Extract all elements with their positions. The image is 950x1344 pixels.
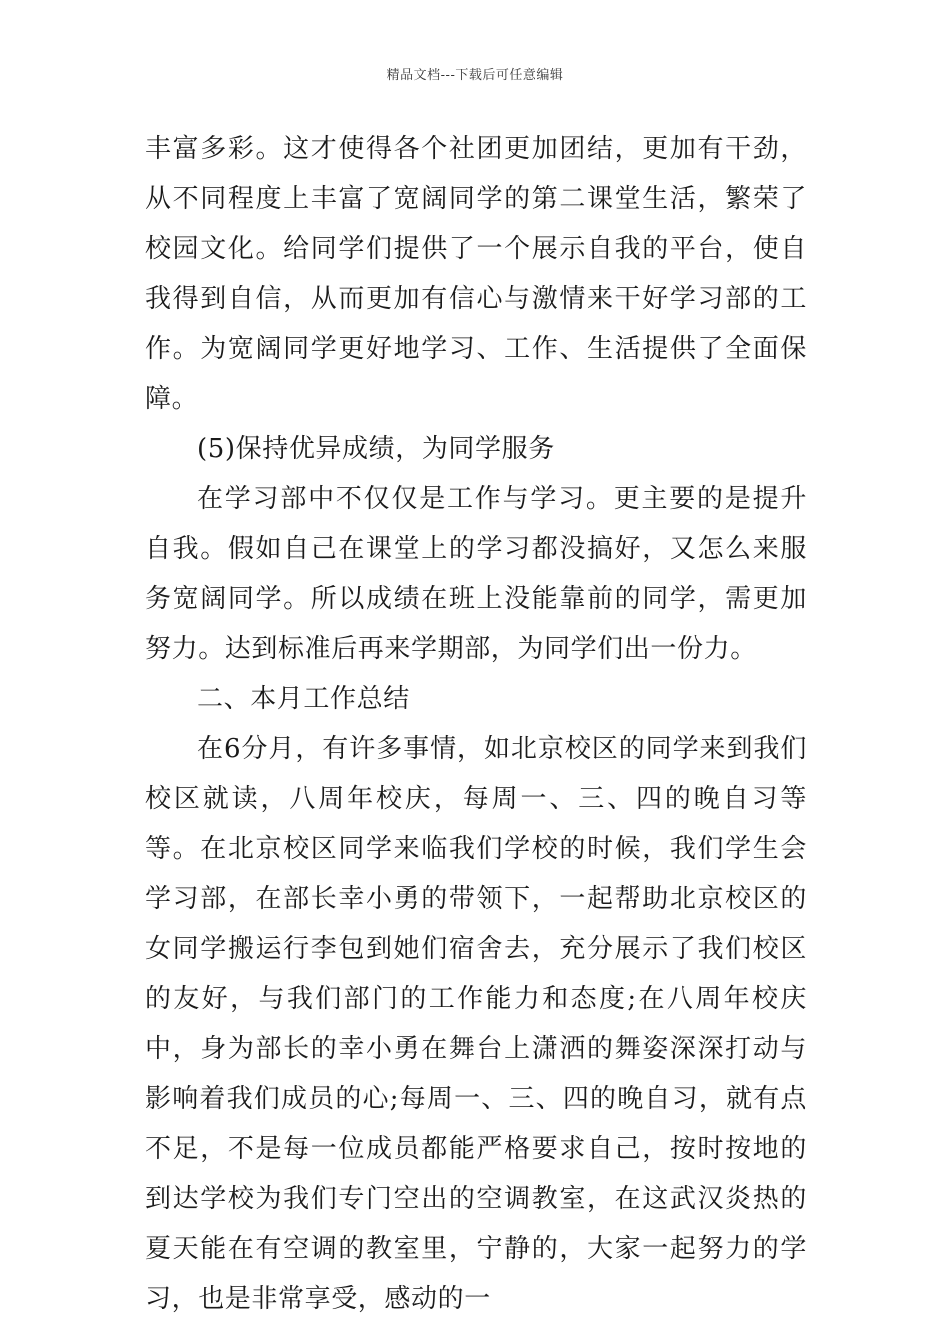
paragraph-heading-excellent-grades: (5)保持优异成绩，为同学服务 [197, 434, 555, 464]
paragraph-heading-monthly-summary: 二、本月工作总结 [197, 684, 410, 714]
document-body [145, 124, 807, 1324]
page-header: 精品文档---下载后可任意编辑 [386, 68, 564, 83]
paragraph-study-department: 在学习部中不仅仅是工作与学习。更主要的是提升自我。假如自己在课堂上的学习都没搞好，又怎么来服务宽阔同学。所以成绩在班上没能靠前的同学，需更加努力。达到标准后再来学期部，为同学们出一份力。 [145, 484, 807, 664]
paragraph-campus-culture: 丰富多彩。这才使得各个社团更加团结，更加有干劲，从不同程度上丰富了宽阔同学的第二课堂生活，繁荣了校园文化。给同学们提供了一个展示自我的平台，使自我得到自信，从而更加有信心与激情来干好学习部的工作。为宽阔同学更好地学习、工作、生活提供了全面保障。 [145, 134, 807, 414]
paragraph-monthly-summary: 在6分月，有许多事情，如北京校区的同学来到我们校区就读，八周年校庆，每周一、三、四的晚自习等等。在北京校区同学来临我们学校的时候，我们学生会学习部，在部长幸小勇的带领下，一起帮助北京校区的女同学搬运行李包到她们宿舍去，充分展示了我们校区的友好，与我们部门的工作能力和态度;在八周年校庆中，身为部长的幸小勇在舞台上潇洒的舞姿深深打动与影响着我们成员的心;每周一、三、四的晚自习，就有点不足，不是每一位成员都能严格要求自己，按时按地的到达学校为我们专门空出的空调教室，在这武汉炎热的夏天能在有空调的教室里，宁静的，大家一起努力的学习，也是非常享受，感动的一 [145, 734, 807, 1314]
